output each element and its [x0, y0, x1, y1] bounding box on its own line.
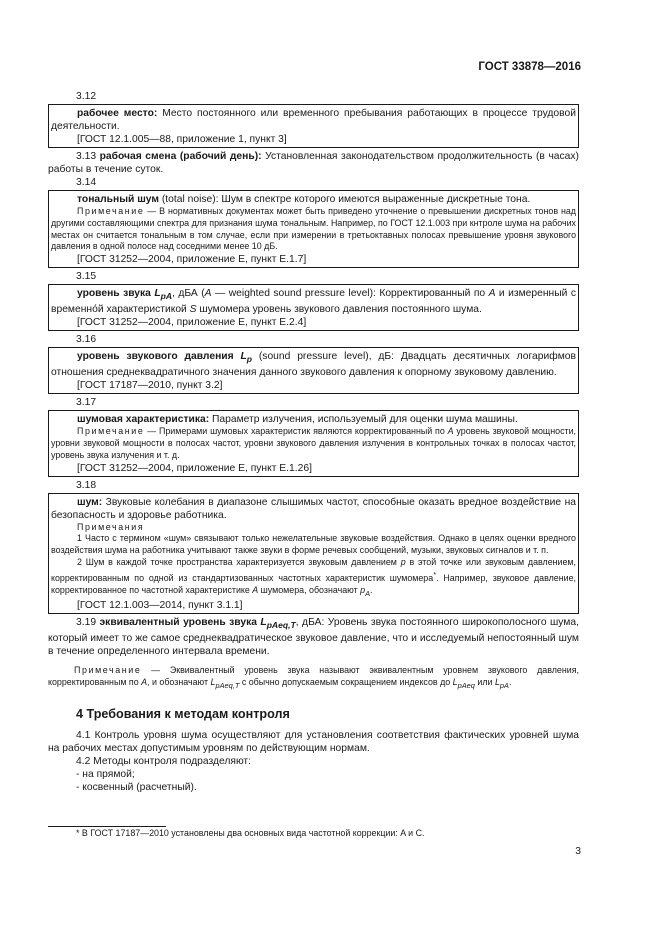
term-definition: шумовая характеристика: Параметр излучения, используемый для оценки шума машины. — [77, 414, 518, 426]
note-2: 2 Шум в каждой точке пространства характеризуется звуковым давлением p в этой точке или звуковым давлением, корректированным по одной из стандартизованных частотных характеристик шумомера*. Например, звуковое давление, корректированное по частотной характеристике A шумомера, обозначают $p_A$. — [51, 557, 576, 598]
clause-number: 3.16 — [76, 334, 97, 346]
term-3-19: 3.19 эквивалентный уровень звука $L_{pAeq,T}$, дБА: Уровень звука постоянного широкополосного шума, который имеет то же самое среднеквадратическое звуковое давление, что и исследуемый непостоянный шум в течение определенного интервала времени. — [48, 617, 579, 658]
term-box-3-16 — [48, 347, 579, 394]
section-heading: 4 Требования к методам контроля — [76, 706, 290, 721]
term-definition: уровень звукового давления $L_p$ (sound pressure level), дБ: Двадцать десятичных логарифмов отношения среднеквадратичного значения данного звукового давления к опорному звуковому давлению. — [51, 351, 576, 379]
term-reference: [ГОСТ 31252—2004, приложение Е, пункт Е.2.4] — [77, 317, 307, 329]
document-header: ГОСТ 33878—2016 — [478, 61, 581, 73]
clause-number: 3.15 — [76, 271, 97, 283]
term-box-3-15 — [48, 284, 579, 331]
term-definition: рабочее место: Место постоянного или временного пребывания работающих в процессе трудовой деятельности. — [51, 108, 576, 132]
term-reference: [ГОСТ 31252—2004, приложение Е, пункт Е.1.26] — [77, 462, 312, 474]
term-box-3-12 — [48, 104, 579, 148]
footnote: * В ГОСТ 17187—2010 установлены два основных вида частотной коррекции: A и C. — [76, 828, 425, 838]
term-box-3-18 — [48, 493, 579, 615]
notes-label: Примечания — [77, 521, 145, 532]
term-box-3-14 — [48, 190, 579, 268]
clause-number: 3.17 — [76, 397, 97, 409]
note-1: 1 Часто с термином «шум» связывают только нежелательные звуковые воздействия. Однако в целях оценки вредного воздействия шума на работника учитывают также звуки в форме речевых сообщений, музыки, звуковых сигналов и т. п. — [51, 533, 576, 556]
term-reference: [ГОСТ 12.1.005—88, приложение 1, пункт 3] — [77, 134, 287, 145]
paragraph-4-1: 4.1 Контроль уровня шума осуществляют для установления соответствия фактических уровней шума на рабочих местах допустимым уровням по действующим нормам. — [48, 729, 579, 754]
term-definition: шум: Звуковые колебания в диапазоне слышимых частот, способные оказать вредное воздействие на безопасность и здоровье работника. — [51, 496, 576, 521]
list-item: - на прямой; — [76, 768, 135, 780]
list-item: - косвенный (расчетный). — [76, 781, 197, 793]
term-3-19-note: Примечание — Эквивалентный уровень звука называют эквивалентным уровнем звукового давления, корректированным по A, и обозначают $L_{pAeq,T}$ с обычно допускаемым сокращением индексов до $L_{pAeq}$ или $L_{pA}$. — [48, 665, 579, 690]
term-definition: тональный шум (total noise): Шум в спектре которого имеются выраженные дискретные тона. — [77, 194, 531, 205]
clause-number: 3.12 — [76, 91, 97, 102]
term-definition: уровень звука $L_{pA}$, дБА (A — weighted sound pressure level): Корректированный по A и измеренный с временно́й характеристикой S шумомера уровень звукового давления постоянного шума. — [51, 288, 576, 316]
page-content — [48, 90, 579, 794]
term-note: Примечание — В нормативных документах может быть приведено уточнение о превышении дискретных тонов над другими составляющими спектра для признания шума тональным. Например, по ГОСТ 12.1.003 при кнтроле шума на рабочих местах он считается тональным в том случае, если при измерении в третьоктавных полосах превышение уровня звукового давления в одной полосе над соседними менее 10 дБ. — [51, 206, 576, 252]
page-number: 3 — [575, 846, 581, 857]
clause-number: 3.18 — [76, 479, 97, 491]
footnote-marker: * — [433, 569, 437, 579]
term-reference: [ГОСТ 17187—2010, пункт 3.2] — [77, 380, 223, 392]
footnote-divider — [48, 826, 166, 827]
term-reference: [ГОСТ 12.1.003—2014, пункт 3.1.1] — [77, 600, 243, 612]
term-3-13: 3.13 рабочая смена (рабочий день): Установленная законодательством продолжительность (в часах) работы в течение суток. — [48, 151, 579, 175]
term-note: Примечание — Примерами шумовых характеристик являются корректированный по A уровень звуковой мощности, уровни звуковой мощности в полосах частот, уровни звукового давления излучения в контрольных точках в полосах частот, уровень звука излучения и т. д. — [51, 426, 576, 460]
term-reference: [ГОСТ 31252—2004, приложение Е, пункт Е.1.7] — [77, 254, 307, 266]
paragraph-4-2: 4.2 Методы контроля подразделяют: — [76, 755, 252, 767]
clause-number: 3.14 — [76, 177, 97, 188]
term-box-3-17 — [48, 410, 579, 476]
